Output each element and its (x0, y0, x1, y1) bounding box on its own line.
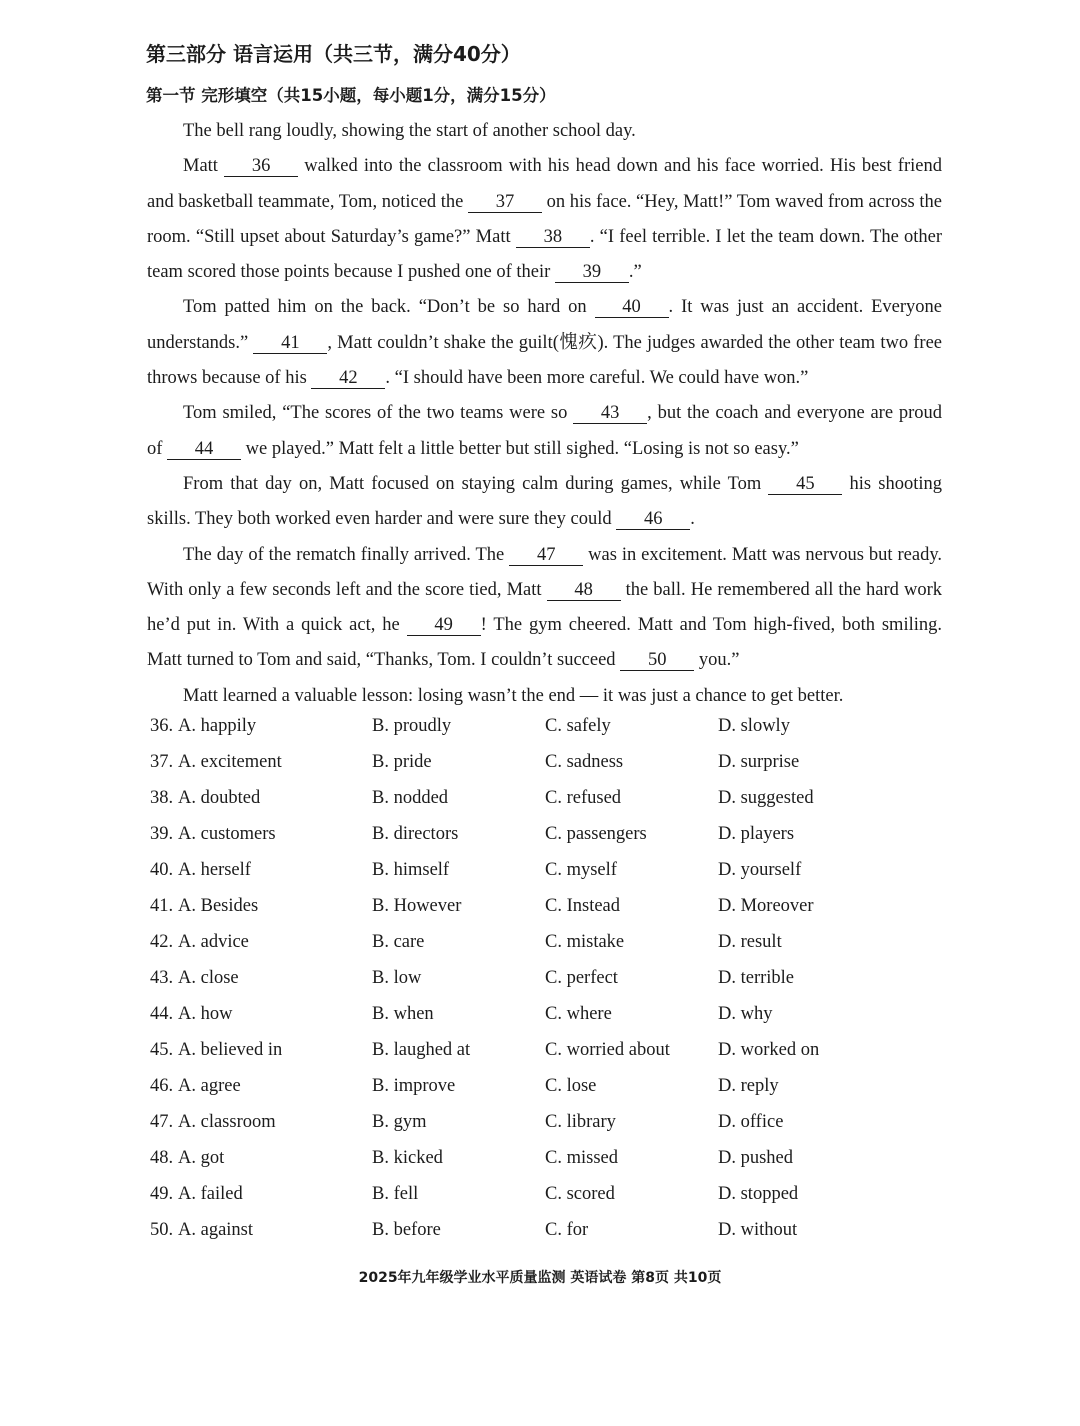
section-title: 第一节 完形填空（共15小题，每小题1分，满分15分） (146, 86, 556, 105)
option-d: D. worked on (718, 1040, 820, 1060)
option-a: A. believed in (178, 1040, 283, 1060)
question-row-45 (150, 1036, 910, 1072)
option-c: C. missed (545, 1148, 618, 1168)
option-d: D. players (718, 824, 795, 844)
option-c: C. for (545, 1220, 589, 1240)
blank-38: 38 (516, 227, 590, 248)
option-d: D. without (718, 1220, 798, 1240)
option-b: B. kicked (372, 1148, 443, 1168)
option-c: C. where (545, 1004, 612, 1024)
question-row-48 (150, 1144, 910, 1180)
blank-45: 45 (768, 474, 842, 495)
option-a: A. herself (178, 860, 251, 880)
option-c: C. myself (545, 860, 617, 880)
option-d: D. Moreover (718, 896, 814, 916)
option-b: B. when (372, 1004, 434, 1024)
question-number: 48. (150, 1148, 174, 1168)
question-row-46 (150, 1072, 910, 1108)
option-a: A. got (178, 1148, 225, 1168)
question-row-38 (150, 784, 910, 820)
blank-50: 50 (620, 650, 694, 671)
question-number: 44. (150, 1004, 174, 1024)
blank-41: 41 (253, 333, 327, 354)
question-number: 37. (150, 752, 174, 772)
option-b: B. However (372, 896, 462, 916)
cloze-passage (147, 114, 942, 714)
option-b: B. proudly (372, 716, 452, 736)
option-b: B. pride (372, 752, 432, 772)
option-c: C. perfect (545, 968, 618, 988)
question-number: 47. (150, 1112, 174, 1132)
part-title: 第三部分 语言运用（共三节，满分40分） (146, 42, 521, 66)
question-row-44 (150, 1000, 910, 1036)
page-footer: 2025年九年级学业水平质量监测 英语试卷 第8页 共10页 (358, 1270, 722, 1286)
option-b: B. himself (372, 860, 450, 880)
question-row-42 (150, 928, 910, 964)
option-d: D. office (718, 1112, 784, 1132)
option-a: A. how (178, 1004, 233, 1024)
option-a: A. close (178, 968, 239, 988)
blank-39: 39 (555, 262, 629, 283)
option-d: D. suggested (718, 788, 814, 808)
paragraph-4: Tom smiled, “The scores of the two teams were so 43 , but the coach and everyone are proud of 44 we played.” Matt felt a little better but still sighed. “Losing is not so easy.” (147, 403, 942, 459)
question-number: 49. (150, 1184, 174, 1204)
option-b: B. directors (372, 824, 459, 844)
option-a: A. Besides (178, 896, 259, 916)
option-d: D. why (718, 1004, 773, 1024)
blank-48: 48 (547, 580, 621, 601)
blank-46: 46 (616, 509, 690, 530)
option-c: C. scored (545, 1184, 615, 1204)
question-number: 36. (150, 716, 174, 736)
question-row-39 (150, 820, 910, 856)
paragraph-7: Matt learned a valuable lesson: losing wasn’t the end — it was just a chance to get better. (183, 685, 844, 706)
option-c: C. safely (545, 716, 611, 736)
question-number: 39. (150, 824, 174, 844)
paragraph-2: Matt 36 walked into the classroom with his head down and his face worried. His best friend and basketball teammate, Tom, noticed the 37 on his face. “Hey, Matt!” Tom waved from across the room. “Still upset about Saturday’s game?” Matt 38 . “I feel terrible. I let the team down. The other team scored those points because I pushed one of their 39 .” (147, 156, 943, 283)
option-c: C. passengers (545, 824, 647, 844)
question-number: 50. (150, 1220, 174, 1240)
option-a: A. doubted (178, 788, 261, 808)
blank-37: 37 (468, 192, 542, 213)
question-number: 45. (150, 1040, 174, 1060)
option-a: A. classroom (178, 1112, 276, 1132)
option-a: A. excitement (178, 752, 282, 772)
blank-49: 49 (407, 615, 481, 636)
option-c: C. sadness (545, 752, 624, 772)
question-number: 42. (150, 932, 174, 952)
question-number: 43. (150, 968, 174, 988)
option-a: A. customers (178, 824, 276, 844)
blank-36: 36 (224, 156, 298, 177)
option-b: B. care (372, 932, 425, 952)
option-d: D. pushed (718, 1148, 794, 1168)
blank-43: 43 (573, 403, 647, 424)
question-row-41 (150, 892, 910, 928)
option-b: B. fell (372, 1184, 419, 1204)
question-row-50 (150, 1216, 910, 1252)
option-d: D. terrible (718, 968, 795, 988)
option-c: C. lose (545, 1076, 597, 1096)
option-b: B. nodded (372, 788, 449, 808)
option-a: A. failed (178, 1184, 243, 1204)
question-row-36 (150, 712, 910, 748)
paragraph-1: The bell rang loudly, showing the start of another school day. (183, 121, 636, 141)
option-a: A. happily (178, 716, 257, 736)
option-a: A. against (178, 1220, 254, 1240)
option-c: C. refused (545, 788, 622, 808)
option-a: A. advice (178, 932, 249, 952)
option-c: C. Instead (545, 896, 621, 916)
option-d: D. reply (718, 1076, 779, 1096)
option-c: C. mistake (545, 932, 625, 952)
question-number: 46. (150, 1076, 174, 1096)
blank-40: 40 (595, 297, 669, 318)
option-a: A. agree (178, 1076, 241, 1096)
option-b: B. gym (372, 1112, 427, 1132)
option-d: D. surprise (718, 752, 800, 772)
blank-42: 42 (311, 368, 385, 389)
question-row-40 (150, 856, 910, 892)
option-c: C. worried about (545, 1040, 670, 1060)
question-number: 41. (150, 896, 174, 916)
blank-47: 47 (509, 545, 583, 566)
option-d: D. result (718, 932, 782, 952)
blank-44: 44 (167, 439, 241, 460)
option-d: D. slowly (718, 716, 790, 736)
question-number: 38. (150, 788, 174, 808)
question-row-43 (150, 964, 910, 1000)
paragraph-5: From that day on, Matt focused on staying calm during games, while Tom 45 his shooting skills. They both worked even harder and were sure they could 46 . (147, 473, 942, 530)
paragraph-3: Tom patted him on the back. “Don’t be so hard on 40 . It was just an accident. Everyone understands.” 41 , Matt couldn’t shake the guilt(愧疚). The judges awarded the other team two free throws because of his 42 . “I should have been more careful. We could have won.” (147, 297, 942, 389)
question-number: 40. (150, 860, 174, 880)
option-b: B. improve (372, 1076, 456, 1096)
paragraph-6: The day of the rematch finally arrived. The 47 was in excitement. Matt was nervous but ready. With only a few seconds left and the score tied, Matt 48 the ball. He remembered all the hard work he’d put in. With a quick act, he 49 ! The gym cheered. Matt and Tom high-fived, both smiling. Matt turned to Tom and said, “Thanks, Tom. I couldn’t succeed 50 you.” (147, 544, 942, 671)
question-row-49 (150, 1180, 910, 1216)
option-b: B. before (372, 1220, 441, 1240)
option-d: D. stopped (718, 1184, 799, 1204)
option-c: C. library (545, 1112, 616, 1132)
question-row-37 (150, 748, 910, 784)
answer-options (150, 712, 910, 1252)
option-b: B. low (372, 968, 422, 988)
option-b: B. laughed at (372, 1040, 471, 1060)
option-d: D. yourself (718, 860, 802, 880)
question-row-47 (150, 1108, 910, 1144)
